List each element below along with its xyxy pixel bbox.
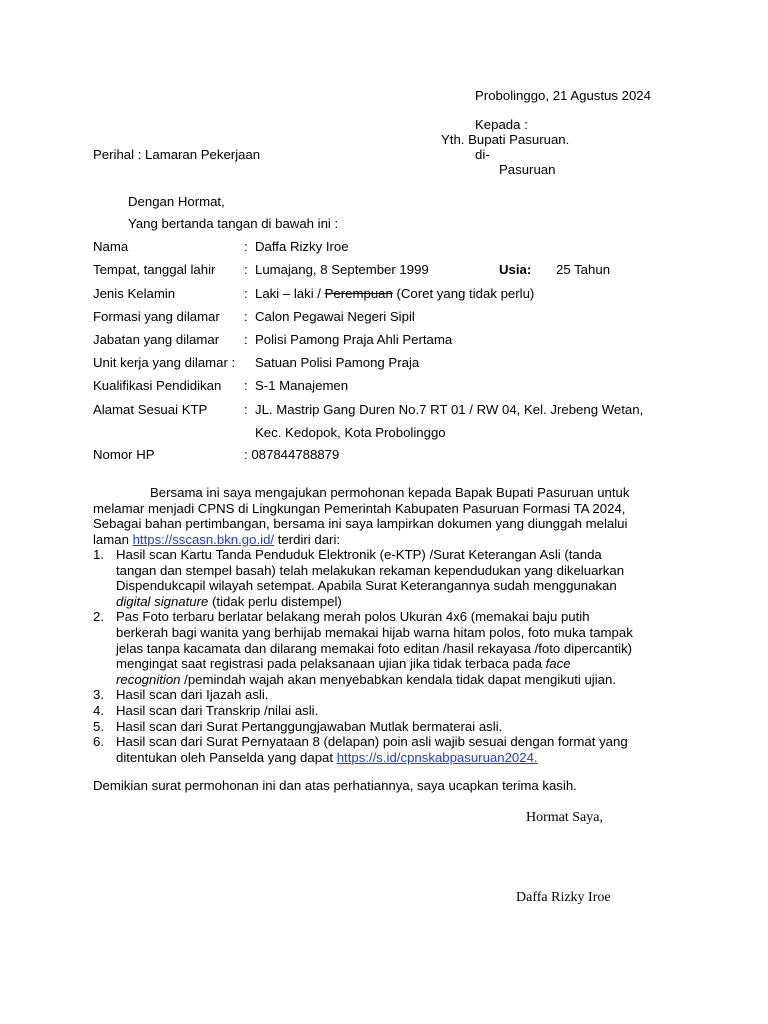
field-label: Jenis Kelamin	[93, 286, 176, 301]
body-paragraph	[93, 485, 683, 547]
field-row-address	[93, 402, 693, 418]
paragraph-text: terdiri dari:	[274, 531, 341, 547]
list-item	[93, 703, 683, 719]
field-row-formation	[93, 309, 693, 325]
recipient: Yth. Bupati Pasuruan.	[441, 132, 570, 147]
field-label: Kualifikasi Pendidikan	[93, 378, 222, 393]
field-colon: :	[244, 378, 248, 393]
list-line	[116, 672, 683, 688]
field-row-name	[93, 239, 693, 255]
field-row-position	[93, 332, 693, 348]
list-text: /pemindah wajah akan menyebabkan kendala tidak dapat mengikuti ujian.	[180, 671, 616, 687]
field-value: S-1 Manajemen	[255, 378, 349, 393]
field-colon: :	[244, 309, 248, 324]
paragraph-line	[93, 532, 683, 548]
list-number: 4.	[93, 702, 104, 718]
field-value: Kec. Kedopok, Kota Probolinggo	[255, 425, 446, 440]
list-line: jelas tanpa kacamata dan dilarang memakai foto editan /hasil rekayasa /foto dipercantik)	[116, 640, 633, 656]
field-colon: :	[244, 332, 248, 347]
list-item	[93, 734, 683, 765]
field-label: Unit kerja yang dilamar :	[93, 355, 236, 370]
field-row-birth	[93, 262, 693, 278]
field-colon: :	[244, 402, 248, 417]
paragraph-line: Sebagai bahan pertimbangan, bersama ini saya lampirkan dokumen yang diunggah melalui	[93, 516, 628, 532]
list-line: tangan dan stempel basah) telah melakukan rekaman kependudukan yang dikeluarkan	[116, 562, 625, 578]
panselda-link[interactable]: https://s.id/cpnskabpasuruan2024.	[336, 749, 538, 765]
list-text: ditentukan oleh Panselda yang dapat	[116, 749, 337, 765]
field-label: Alamat Sesuai KTP	[93, 402, 208, 417]
field-value: Polisi Pamong Praja Ahli Pertama	[255, 332, 453, 347]
sscasn-link[interactable]: https://sscasn.bkn.go.id/	[132, 531, 275, 547]
recipient-di: di-	[475, 147, 490, 162]
field-colon: :	[244, 262, 248, 277]
list-italic: recognition	[116, 671, 181, 687]
signer-name: Daffa Rizky Iroe	[516, 890, 611, 905]
field-label: Tempat, tanggal lahir	[93, 262, 216, 277]
field-row-phone	[93, 447, 693, 463]
intro-line: Yang bertanda tangan di bawah ini :	[128, 216, 339, 231]
closing-text: Demikian surat permohonan ini dan atas perhatiannya, saya ucapkan terima kasih.	[93, 778, 577, 793]
to-label: Kepada :	[475, 117, 528, 132]
field-colon: :	[244, 286, 248, 301]
list-line: Hasil scan dari Ijazah asli.	[116, 687, 269, 703]
gender-note: (Coret yang tidak perlu)	[392, 286, 535, 301]
field-value: JL. Mastrip Gang Duren No.7 RT 01 / RW 04, Kel. Jrebeng Wetan,	[255, 402, 644, 417]
field-colon: :	[244, 239, 248, 254]
field-value: Lumajang, 8 September 1999	[255, 262, 429, 277]
list-number: 1.	[93, 547, 104, 562]
list-item	[93, 687, 683, 703]
list-line: Hasil scan dari Surat Pernyataan 8 (delapan) poin asli wajib sesuai dengan format yang	[116, 734, 628, 750]
paragraph-line: melamar menjadi CPNS di Lingkungan Pemerintah Kabupaten Pasuruan Formasi TA 2024,	[93, 500, 626, 516]
list-item	[93, 719, 683, 735]
gender-option-male: Laki – laki /	[255, 286, 325, 301]
list-line	[116, 594, 683, 610]
list-text: (tidak perlu distempel)	[208, 593, 342, 609]
list-number: 6.	[93, 734, 104, 750]
field-value: Satuan Polisi Pamong Praja	[255, 355, 420, 370]
list-text: mengingat saat registrasi pada pelaksanaan ujian jika tidak terbaca pada	[116, 656, 546, 672]
paragraph-text: laman	[93, 531, 133, 547]
list-item	[93, 547, 683, 609]
field-label: Jabatan yang dilamar	[93, 332, 220, 347]
field-row-education	[93, 378, 693, 394]
list-italic: face	[545, 656, 571, 672]
list-line: Pas Foto terbaru berlatar belakang merah polos Ukuran 4x6 (memakai baju putih	[116, 609, 590, 625]
list-line	[116, 656, 683, 672]
list-line: Hasil scan Kartu Tanda Penduduk Elektronik (e-KTP) /Surat Keterangan Asli (tanda	[116, 547, 602, 562]
list-line: berkerah bagi wanita yang berhijab memakai hijab warna hitam polos, foto muka tampak	[116, 624, 633, 640]
salutation: Dengan Hormat,	[128, 194, 225, 209]
age-label: Usia:	[499, 262, 532, 277]
document-list	[93, 547, 683, 765]
paragraph-line: Bersama ini saya mengajukan permohonan kepada Bapak Bupati Pasuruan untuk	[150, 485, 630, 500]
list-line	[116, 750, 683, 766]
recipient-city: Pasuruan	[499, 162, 556, 177]
field-label: Nama	[93, 239, 129, 254]
field-value: Calon Pegawai Negeri Sipil	[255, 309, 415, 324]
subject-line: Perihal : Lamaran Pekerjaan	[93, 147, 261, 162]
field-row-unit	[93, 355, 693, 371]
field-label: Formasi yang dilamar	[93, 309, 220, 324]
field-value: : 087844788879	[244, 447, 340, 462]
field-value: Daffa Rizky Iroe	[255, 239, 349, 254]
field-row-gender	[93, 286, 693, 302]
list-italic: digital signature	[116, 593, 209, 609]
field-row-address-2	[93, 425, 693, 441]
field-value	[255, 286, 534, 302]
list-number: 3.	[93, 687, 104, 703]
regards: Hormat Saya,	[526, 810, 603, 825]
list-item	[93, 609, 683, 687]
place-date: Probolinggo, 21 Agustus 2024	[475, 88, 651, 103]
age-value: 25 Tahun	[556, 262, 611, 277]
field-label: Nomor HP	[93, 447, 155, 462]
list-line: Hasil scan dari Surat Pertanggungjawaban Mutlak bermaterai asli.	[116, 718, 503, 734]
list-number: 2.	[93, 609, 104, 625]
gender-option-struck: Perempuan	[324, 286, 393, 301]
list-line: Dispendukcapil wilayah setempat. Apabila Surat Keterangannya sudah menggunakan	[116, 578, 617, 594]
list-number: 5.	[93, 718, 104, 734]
list-line: Hasil scan dari Transkrip /nilai asli.	[116, 702, 319, 718]
